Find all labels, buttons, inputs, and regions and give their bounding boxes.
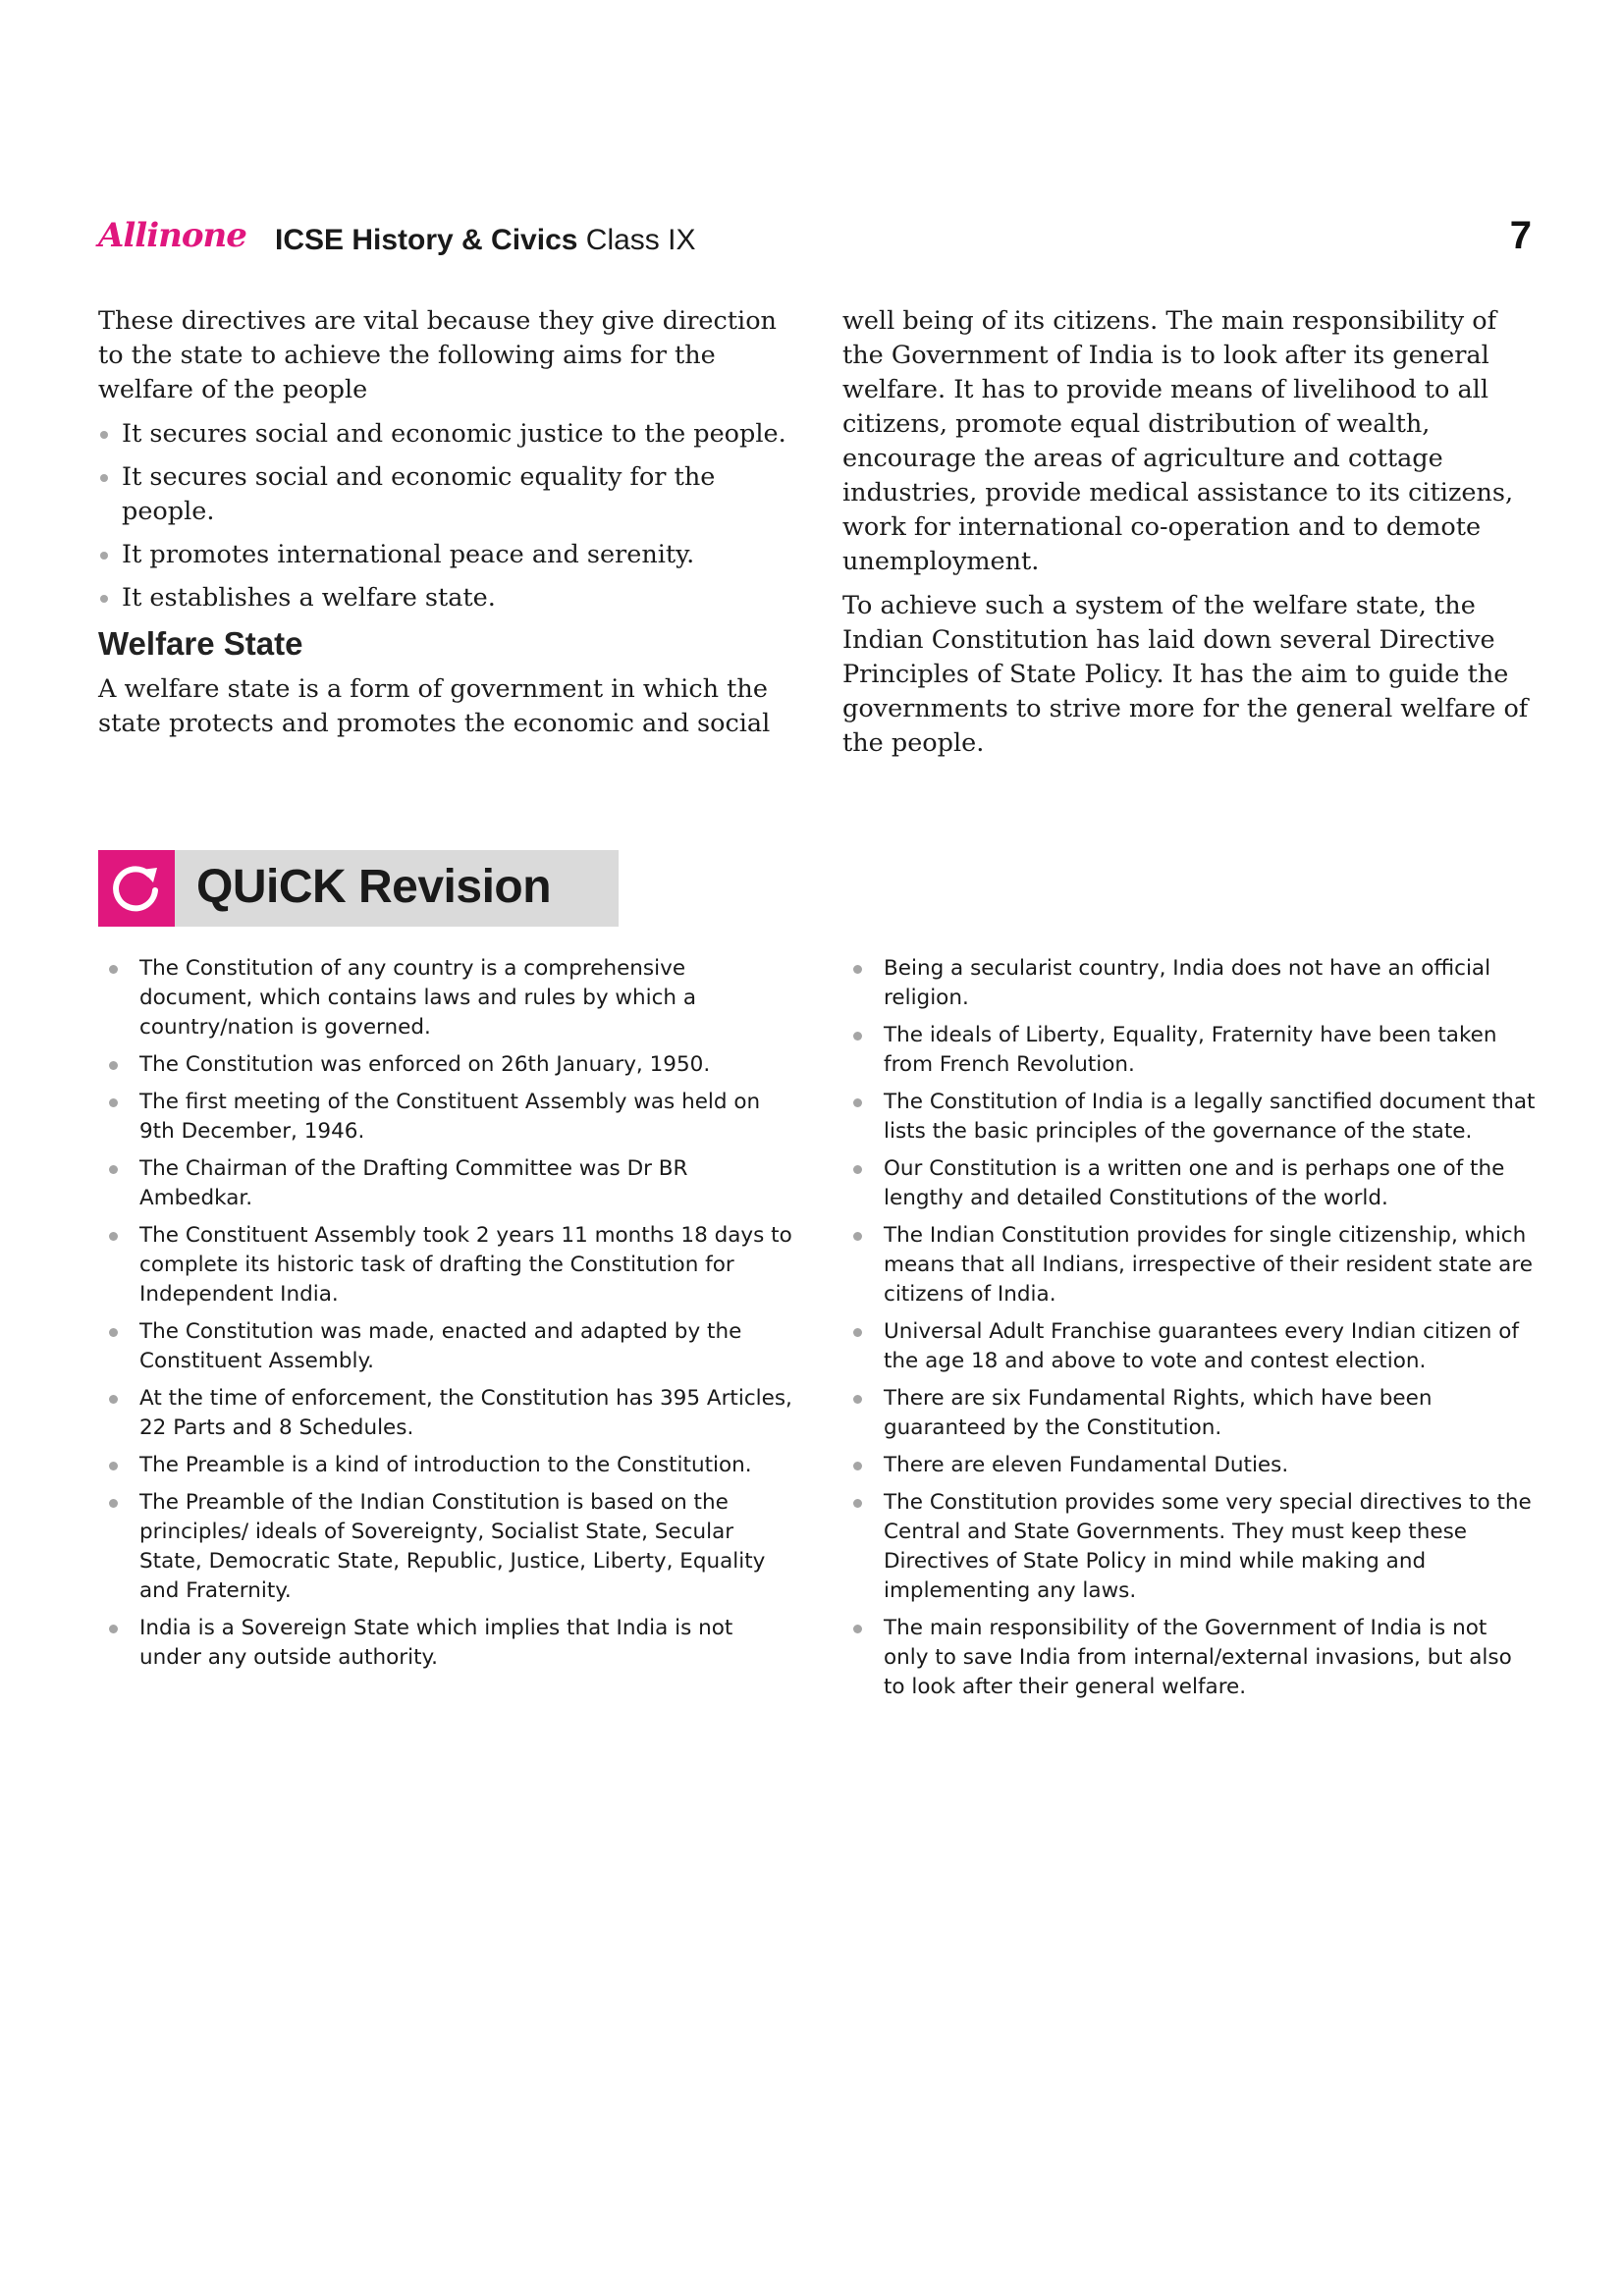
bullet-icon	[109, 1328, 118, 1337]
book-title-bold: ICSE History & Civics	[275, 224, 578, 256]
revision-item: The main responsibility of the Government of India is not only to save India from internal/external invasions, but also to look after their general welfare.	[850, 1614, 1538, 1702]
bullet-icon	[109, 1462, 118, 1470]
bullet-icon	[100, 595, 108, 603]
book-title	[275, 224, 695, 257]
revision-item: India is a Sovereign State which implies that India is not under any outside authority.	[106, 1614, 793, 1673]
welfare-paragraph: A welfare state is a form of government in which the state protects and promotes the economic and social	[98, 674, 771, 738]
intro-paragraph: These directives are vital because they give direction to the state to achieve the following aims for the welfare of the people	[98, 306, 777, 404]
revision-item: The first meeting of the Constituent Assembly was held on 9th December, 1946.	[106, 1088, 793, 1147]
revision-refresh-icon	[98, 850, 175, 927]
revision-item: There are eleven Fundamental Duties.	[850, 1451, 1538, 1480]
revision-item: The Preamble of the Indian Constitution is based on the principles/ ideals of Sovereignty, Socialist State, Secular State, Democratic State, Republic, Justice, Liberty, Equality and Fraternity.	[106, 1488, 793, 1606]
revision-item: The Constitution was enforced on 26th January, 1950.	[106, 1050, 793, 1080]
revision-item: The Constitution of India is a legally sanctified document that lists the basic principles of the governance of the state.	[850, 1088, 1538, 1147]
revision-item: The ideals of Liberty, Equality, Fraternity have been taken from French Revolution.	[850, 1021, 1538, 1080]
bullet-icon	[853, 1625, 862, 1633]
bullet-icon	[853, 1328, 862, 1337]
bullet-icon	[853, 1462, 862, 1470]
bullet-icon	[109, 1395, 118, 1404]
revision-item: Universal Adult Franchise guarantees every Indian citizen of the age 18 and above to vote and contest election.	[850, 1317, 1538, 1376]
revision-item: There are six Fundamental Rights, which have been guaranteed by the Constitution.	[850, 1384, 1538, 1443]
revision-item: Being a secularist country, India does not have an official religion.	[850, 954, 1538, 1013]
list-item: It establishes a welfare state.	[98, 581, 795, 615]
aims-list	[98, 417, 795, 615]
revision-item: The Constitution provides some very special directives to the Central and State Governments. They must keep these Directives of State Policy in mind while making and implementing any laws.	[850, 1488, 1538, 1606]
bullet-icon	[853, 1395, 862, 1404]
bullet-icon	[109, 1625, 118, 1633]
bullet-icon	[100, 431, 108, 439]
bullet-icon	[109, 1165, 118, 1174]
revision-item: The Preamble is a kind of introduction to the Constitution.	[106, 1451, 793, 1480]
list-item: It secures social and economic justice to the people.	[98, 417, 795, 452]
bullet-icon	[109, 1232, 118, 1241]
bullet-icon	[100, 552, 108, 560]
revision-item: At the time of enforcement, the Constitution has 395 Articles, 22 Parts and 8 Schedules.	[106, 1384, 793, 1443]
bullet-icon	[853, 1032, 862, 1041]
left-column	[98, 304, 795, 751]
revision-item: The Constituent Assembly took 2 years 11 months 18 days to complete its historic task of drafting the Constitution for Independent India.	[106, 1221, 793, 1309]
right-column	[842, 304, 1535, 771]
list-item: It secures social and economic equality for the people.	[98, 460, 795, 529]
bullet-icon	[853, 1098, 862, 1107]
section-heading: Welfare State	[98, 625, 303, 662]
bullet-icon	[853, 1499, 862, 1508]
directive-paragraph: To achieve such a system of the welfare state, the Indian Constitution has laid down several Directive Principles of State Policy. It has the aim to guide the governments to strive more for the general welfare of the people.	[842, 591, 1529, 758]
book-title-class: Class IX	[577, 224, 696, 256]
publisher-logo: Allinone	[98, 216, 246, 255]
revision-list-right	[850, 954, 1538, 1702]
bullet-icon	[109, 1061, 118, 1070]
bullet-icon	[853, 965, 862, 974]
revision-right-column	[850, 954, 1538, 1710]
quick-revision-title: QUiCK Revision	[196, 861, 552, 913]
bullet-icon	[100, 474, 108, 482]
bullet-icon	[853, 1165, 862, 1174]
revision-item: The Constitution of any country is a comprehensive document, which contains laws and rules by which a country/nation is governed.	[106, 954, 793, 1042]
bullet-icon	[853, 1232, 862, 1241]
revision-left-column	[106, 954, 793, 1681]
bullet-icon	[109, 1098, 118, 1107]
quick-revision-banner	[98, 850, 619, 927]
revision-list-left	[106, 954, 793, 1673]
bullet-icon	[109, 965, 118, 974]
revision-item: The Indian Constitution provides for single citizenship, which means that all Indians, irrespective of their resident state are citizens of India.	[850, 1221, 1538, 1309]
page-number: 7	[1509, 214, 1532, 257]
list-item: It promotes international peace and serenity.	[98, 538, 795, 572]
revision-item: The Chairman of the Drafting Committee was Dr BR Ambedkar.	[106, 1154, 793, 1213]
revision-item: Our Constitution is a written one and is perhaps one of the lengthy and detailed Constitutions of the world.	[850, 1154, 1538, 1213]
page-header	[98, 214, 1532, 263]
bullet-icon	[109, 1499, 118, 1508]
revision-item: The Constitution was made, enacted and adapted by the Constituent Assembly.	[106, 1317, 793, 1376]
welfare-continued-paragraph: well being of its citizens. The main responsibility of the Government of India is to look after its general welfare. It has to provide means of livelihood to all citizens, promote equal distribution of wealth, encourage the areas of agriculture and cottage industries, provide medical assistance to its citizens, work for international co-operation and to demote unemployment.	[842, 306, 1514, 576]
